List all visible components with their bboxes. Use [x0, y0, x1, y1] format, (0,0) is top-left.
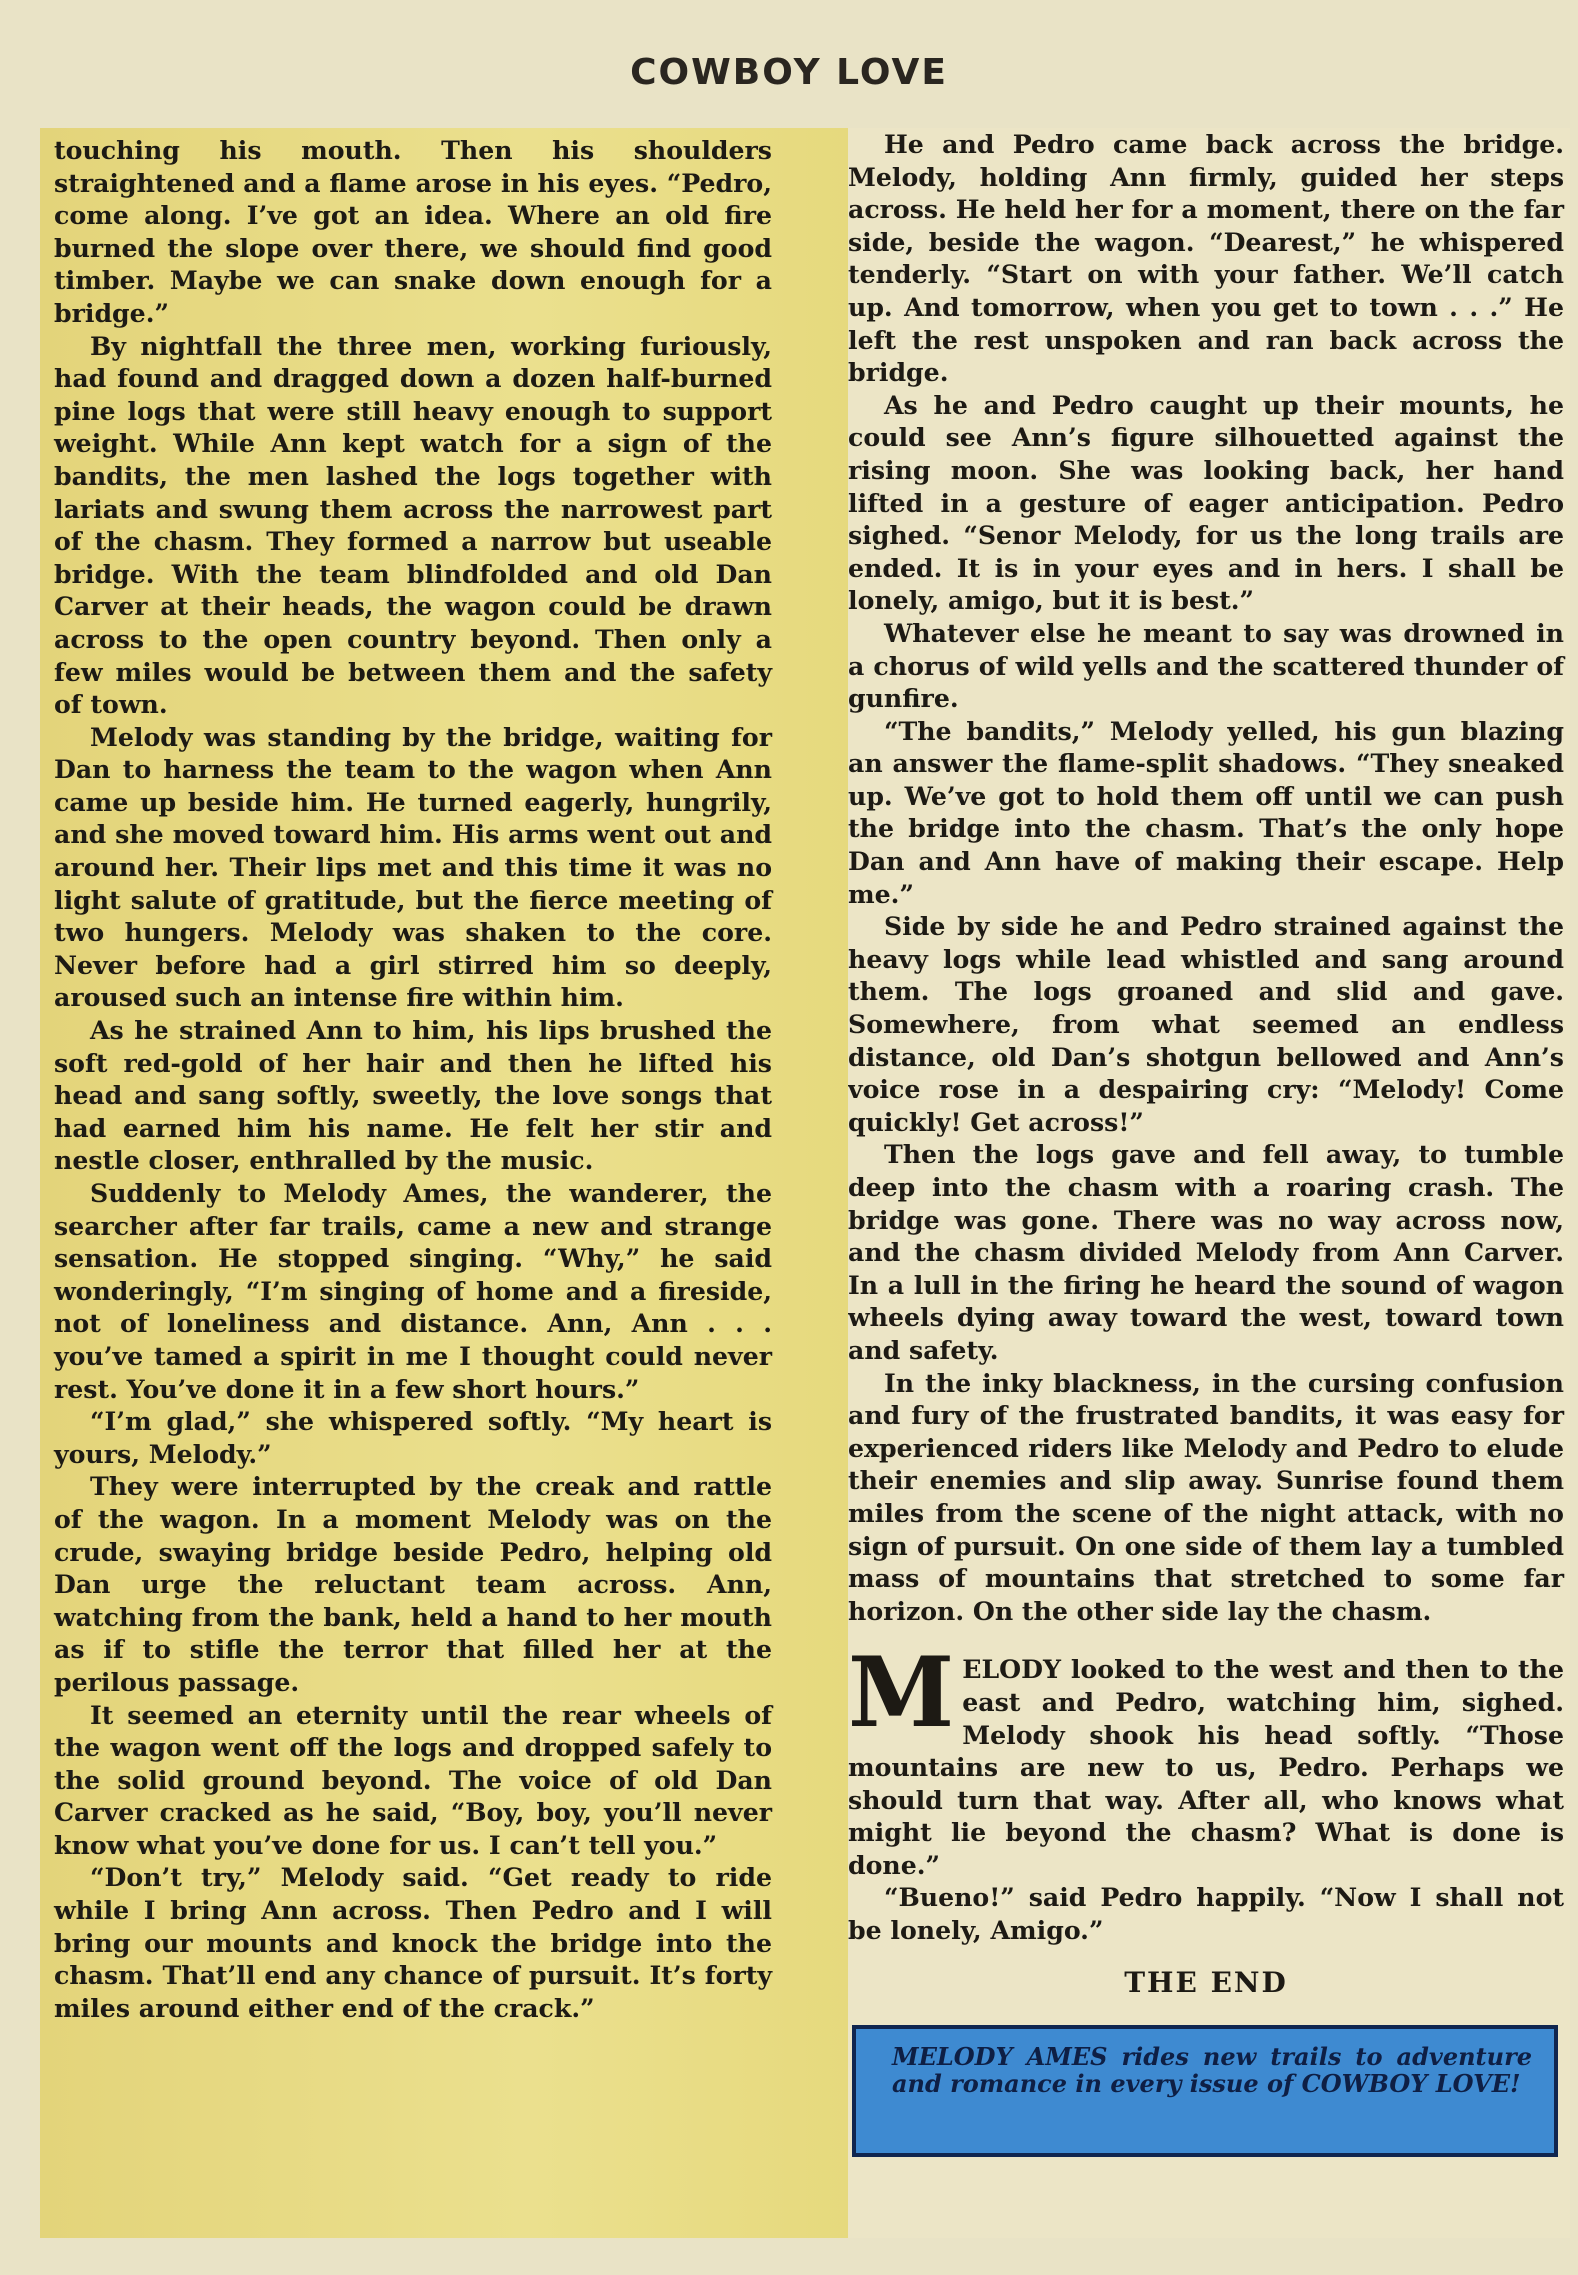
page-header-title: COWBOY LOVE: [630, 52, 948, 93]
story-paragraph: Suddenly to Melody Ames, the wanderer, the searcher after far trails, came a new and strange sensation. He stopped singing. “Why,” he said wonderingly, “I’m singing of home and a fireside, not of loneliness and distance. Ann, Ann . . . you’ve tamed a spirit in me I thought could never rest. You’ve done it in a few short hours.”: [54, 1178, 772, 1404]
story-paragraph: Then the logs gave and fell away, to tumble deep into the chasm with a roaring crash. The bridge was gone. There was no way across now, and the chasm divided Melody from Ann Carver. In a lull in the firing he heard the sound of wagon wheels dying away toward the west, toward town and safety.: [848, 1139, 1564, 1365]
right-text-column: [848, 128, 1570, 2238]
next-issue-promo-box: [852, 2025, 1558, 2157]
story-paragraph: In the inky blackness, in the cursing confusion and fury of the frustrated bandits, it was easy for experienced riders like Melody and Pedro to elude their enemies and slip away. Sunrise found them miles from the scene of the night attack, with no sign of pursuit. On one side of them lay a tumbled mass of mountains that stretched to some far horizon. On the other side lay the chasm.: [848, 1367, 1564, 1626]
story-paragraph: Whatever else he meant to say was drowned in a chorus of wild yells and the scattered thunder of gunfire.: [848, 617, 1564, 714]
the-end-label: THE END: [1124, 1965, 1288, 1999]
story-paragraph: As he strained Ann to him, his lips brushed the soft red-gold of her hair and then he lifted his head and sang softly, sweetly, the love songs that had earned him his name. He felt her stir and nestle closer, enthralled by the music.: [54, 1015, 772, 1176]
drop-cap-letter: M: [848, 1636, 955, 1750]
dropcap-paragraph: [848, 1636, 1564, 1881]
story-paragraph: Melody was standing by the bridge, waiting for Dan to harness the team to the wagon when Ann came up beside him. He turned eagerly, hungrily, and she moved toward him. His arms went out and around her. Their lips met and this time it was no light salute of gratitude, but the fierce meeting of two hungers. Melody was shaken to the core. Never before had a girl stirred him so deeply, aroused such an intense fire within him.: [54, 721, 772, 1013]
story-paragraph: As he and Pedro caught up their mounts, he could see Ann’s figure silhouetted against the rising moon. She was looking back, her hand lifted in a gesture of eager anticipation. Pedro sighed. “Senor Melody, for us the long trails are ended. It is in your eyes and in hers. I shall be lonely, amigo, but it is best.”: [848, 389, 1564, 616]
story-paragraph: They were interrupted by the creak and rattle of the wagon. In a moment Melody was on the crude, swaying bridge beside Pedro, helping old Dan urge the reluctant team across. Ann, watching from the bank, held a hand to her mouth as if to stifle the terror that filled her at the perilous passage.: [54, 1471, 772, 1697]
story-paragraph: By nightfall the three men, working furiously, had found and dragged down a dozen half-burned pine logs that were still heavy enough to support weight. While Ann kept watch for a sign of the bandits, the men lashed the logs together with lariats and swung them across the narrowest part of the chasm. They formed a narrow but useable bridge. With the team blindfolded and old Dan Carver at their heads, the wagon could be drawn across to the open country beyond. Then only a few miles would be between them and the safety of town.: [54, 330, 772, 720]
story-paragraph: “Don’t try,” Melody said. “Get ready to ride while I bring Ann across. Then Pedro and I will bring our mounts and knock the bridge into the chasm. That’ll end any chance of pursuit. It’s forty miles around either end of the crack.”: [54, 1862, 772, 2023]
story-paragraph: It seemed an eternity until the rear wheels of the wagon went off the logs and dropped safely to the solid ground beyond. The voice of old Dan Carver cracked as he said, “Boy, boy, you’ll never know what you’ve done for us. I can’t tell you.”: [54, 1699, 772, 1860]
story-paragraph: touching his mouth. Then his shoulders straightened and a flame arose in his eyes. “Pedro, come along. I’ve got an idea. Where an old fire burned the slope over there, we should find good timber. Maybe we can snake down enough for a bridge.”: [54, 135, 772, 328]
story-paragraph: “The bandits,” Melody yelled, his gun blazing an answer the flame-split shadows. “They sneaked up. We’ve got to hold them off until we can push the bridge into the chasm. That’s the only hope Dan and Ann have of making their escape. Help me.”: [848, 715, 1564, 909]
dropcap-paragraph-text: ELODY looked to the west and then to the east and Pedro, watching him, sighed. Melody shook his head softly. “Those mountains are new to us, Pedro. Perhaps we should turn that way. After all, who knows what might lie beyond the chasm? What is done is done.”: [848, 1654, 1564, 1880]
left-text-column: [40, 128, 852, 2238]
promo-text: MELODY AMES rides new trails to adventure and romance in every issue of COWBOY LOVE!: [892, 2042, 1532, 2099]
story-paragraph: “I’m glad,” she whispered softly. “My heart is yours, Melody.”: [54, 1406, 772, 1469]
story-paragraph: He and Pedro came back across the bridge. Melody, holding Ann firmly, guided her steps across. He held her for a moment, there on the far side, beside the wagon. “Dearest,” he whispered tenderly. “Start on with your father. We’ll catch up. And tomorrow, when you get to town . . .” He left the rest unspoken and ran back across the bridge.: [848, 129, 1564, 388]
story-paragraph: “Bueno!” said Pedro happily. “Now I shall not be lonely, Amigo.”: [848, 1882, 1564, 1946]
story-paragraph: Side by side he and Pedro strained against the heavy logs while lead whistled and sang around them. The logs groaned and slid and gave. Somewhere, from what seemed an endless distance, old Dan’s shotgun bellowed and Ann’s voice rose in a despairing cry: “Melody! Come quickly! Get across!”: [848, 911, 1564, 1137]
